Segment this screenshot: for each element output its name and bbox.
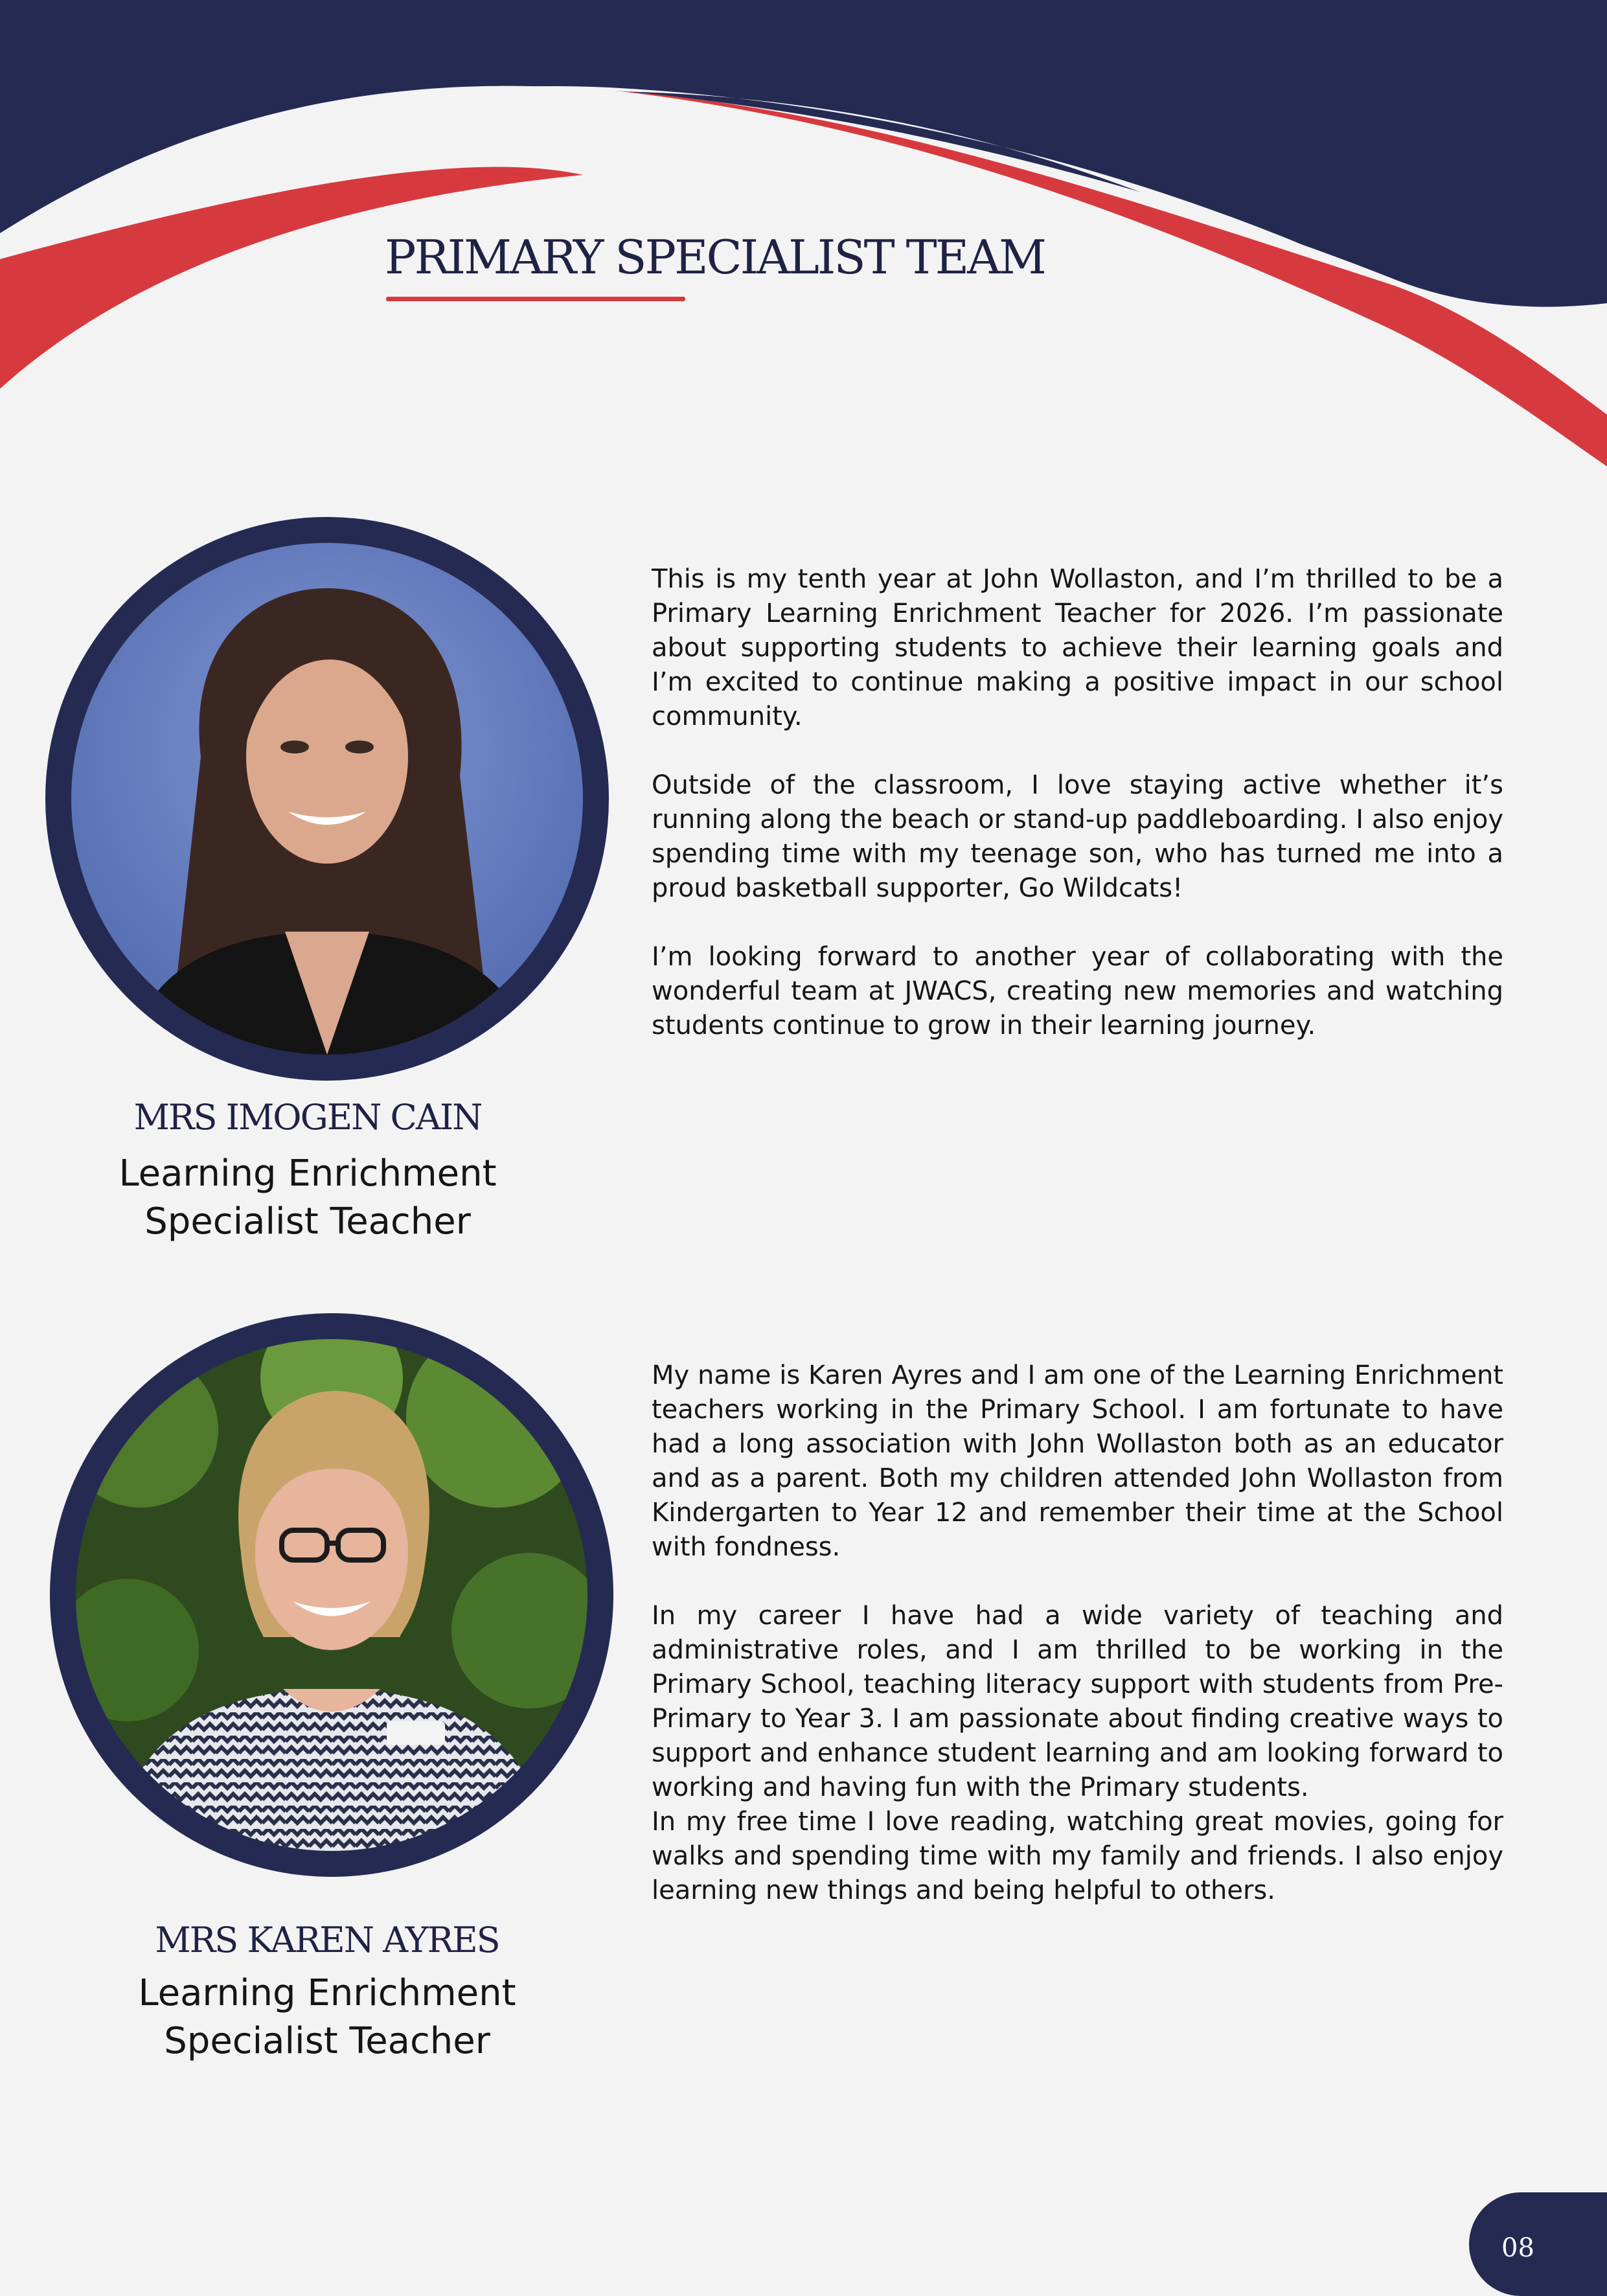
portrait-imogen-cain (45, 517, 609, 1081)
staff-bio (652, 1359, 1503, 1908)
staff-bio (652, 562, 1503, 1043)
page-title: PRIMARY SPECIALIST TEAM (385, 230, 1045, 284)
bio-paragraph: In my free time I love reading, watching great movies, going for walks and spending time with my family and friends. I also enjoy learning new things and being helpful to others. (652, 1807, 1503, 1905)
bio-paragraph: Outside of the classroom, I love staying active whether it’s running along the beach or stand-up paddleboarding. I also enjoy spending time with my teenage son, who has turned me into a proud basketball supporter, Go Wildcats! (652, 770, 1503, 903)
bio-paragraph: I’m looking forward to another year of collaborating with the wonderful team at JWACS, creating new memories and watching students continue to grow in their learning journey. (652, 942, 1503, 1040)
staff-name: MRS IMOGEN CAIN (133, 1097, 482, 1138)
page-number-tab (1469, 2192, 1607, 2296)
staff-role (49, 1150, 567, 1246)
title-underline (386, 297, 685, 301)
staff-role-line: Learning Enrichment (119, 1153, 497, 1195)
page-number: 08 (1501, 2233, 1534, 2263)
staff-role-line: Specialist Teacher (164, 2020, 490, 2062)
portrait-photo (71, 543, 583, 1055)
bio-paragraph: This is my tenth year at John Wollaston, and I’m thrilled to be a Primary Learning Enrichment Teacher for 2026. I’m passionate about supporting students to achieve their learning goals and I’m excited to continue making a positive impact in our school community. (652, 564, 1503, 731)
portrait-karen-ayres (50, 1313, 613, 1877)
bio-paragraph: My name is Karen Ayres and I am one of the Learning Enrichment teachers working in the Primary School. I am fortunate to have had a long association with John Wollaston both as an educator and as a parent. Both my children attended John Wollaston from Kindergarten to Year 12 and remember their time at the School with fondness. (652, 1360, 1503, 1562)
staff-name: MRS KAREN AYRES (155, 1920, 499, 1960)
staff-role (68, 1969, 586, 2065)
portrait-photo (76, 1339, 587, 1851)
staff-role-line: Learning Enrichment (138, 1972, 516, 2014)
staff-role-line: Specialist Teacher (144, 1200, 471, 1243)
bio-paragraph: In my career I have had a wide variety of teaching and administrative roles, and I am thrilled to be working in the Primary School, teaching literacy support with students from Pre-Primary to Year 3. I am passionate about finding creative ways to support and enhance student learning and am looking forward to working and having fun with the Primary students. (652, 1601, 1503, 1802)
